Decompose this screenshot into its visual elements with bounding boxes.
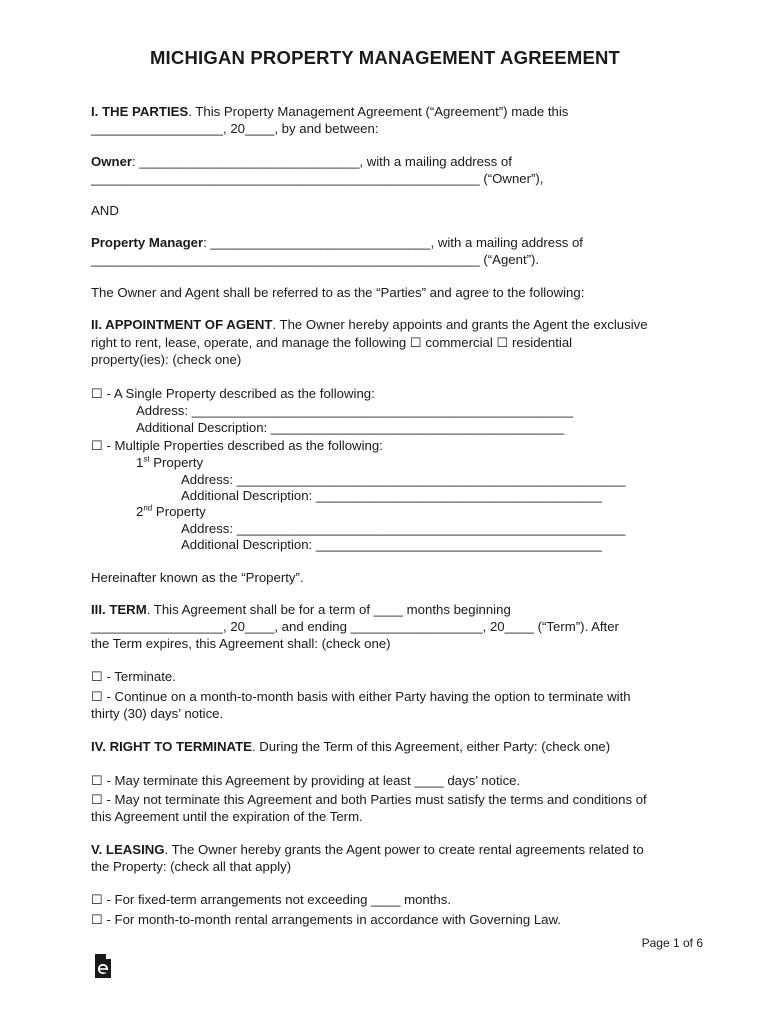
manager-label: Property Manager [91,235,204,250]
term-option-continue [91,688,631,705]
eforms-logo-icon [93,954,113,978]
fixed-term-checkbox[interactable]: ☐ [91,892,103,907]
leasing-heading: V. LEASING [91,842,165,857]
single-property-checkbox[interactable]: ☐ [91,386,103,401]
multiple-properties-checkbox[interactable]: ☐ [91,438,103,453]
parties-text: . This Property Management Agreement (“Agreement”) made this [188,104,569,119]
residential-checkbox[interactable]: ☐ [496,335,509,350]
term-line-3: the Term expires, this Agreement shall: (check one) [91,636,391,651]
second-property-number: 2 [136,504,144,519]
page-number: Page 1 of 6 [641,936,703,950]
appointment-line-2 [91,334,572,351]
manager-line-1 [91,234,583,251]
first-description-field[interactable]: Additional Description: _______________________________________ [181,488,602,503]
second-property-word: Property [152,504,206,519]
may-not-terminate-label: - May not terminate this Agreement and both Parties must satisfy the terms and conditions of [102,792,647,807]
parties-line-1 [91,103,568,120]
document-title: MICHIGAN PROPERTY MANAGEMENT AGREEMENT [149,47,621,68]
terminate-option-may-not-2: this Agreement until the expiration of the Term. [91,809,363,824]
owner-text: : ______________________________, with a mailing address of [132,154,512,169]
term-line-2: __________________, 20____, and ending __________________, 20____ (“Term”). After [91,619,619,634]
term-option-continue-2: thirty (30) days’ notice. [91,706,224,721]
first-property-heading [136,454,203,471]
first-address-field[interactable]: Address: _____________________________________________________ [181,472,626,487]
leasing-line-2: the Property: (check all that apply) [91,859,292,874]
owner-label: Owner [91,154,133,169]
leasing-line-1 [91,841,644,858]
term-heading: III. TERM [91,602,147,617]
commercial-label: commercial [421,335,497,350]
second-property-suffix: nd [143,503,153,513]
parties-line-2: __________________, 20____, by and between: [91,121,379,136]
second-address-field[interactable]: Address: _____________________________________________________ [181,521,626,536]
terminate-option-may [91,772,520,789]
residential-label: residential [508,335,573,350]
may-terminate-checkbox[interactable]: ☐ [91,773,103,788]
second-description-field[interactable]: Additional Description: _______________________________________ [181,537,602,552]
term-continue-checkbox[interactable]: ☐ [91,689,103,704]
month-to-month-checkbox[interactable]: ☐ [91,912,103,927]
and-text: AND [91,203,119,218]
term-text: . This Agreement shall be for a term of ____ months beginning [146,602,511,617]
single-address-field[interactable]: Address: ____________________________________________________ [136,403,574,418]
fixed-term-label: - For fixed-term arrangements not exceeding ____ months. [102,892,452,907]
terminate-line-1 [91,738,610,755]
first-property-number: 1 [136,455,144,470]
owner-line-1 [91,153,512,170]
second-property-heading [136,503,206,520]
term-line-1 [91,601,511,618]
owner-line-2: _____________________________________________________ (“Owner”), [91,171,544,186]
may-terminate-label: - May terminate this Agreement by providing at least ____ days’ notice. [102,773,521,788]
first-property-word: Property [149,455,204,470]
single-property-option [91,385,375,402]
leasing-text: . The Owner hereby grants the Agent power to create rental agreements related to [164,842,644,857]
multiple-properties-option [91,437,383,454]
term-option-terminate [91,668,176,685]
terminate-text: . During the Term of this Agreement, either Party: (check one) [251,739,611,754]
term-terminate-checkbox[interactable]: ☐ [91,669,103,684]
month-to-month-label: - For month-to-month rental arrangements in accordance with Governing Law. [102,912,561,927]
appointment-line-1 [91,316,648,333]
may-not-terminate-checkbox[interactable]: ☐ [91,792,103,807]
hereinafter-text: Hereinafter known as the “Property”. [91,570,304,585]
single-description-field[interactable]: Additional Description: ________________________________________ [136,420,565,435]
term-continue-label: - Continue on a month-to-month basis with either Party having the option to terminate with [102,689,631,704]
parties-reference: The Owner and Agent shall be referred to as the “Parties” and agree to the following: [91,285,585,300]
parties-heading: I. THE PARTIES [91,104,189,119]
term-terminate-label: - Terminate. [102,669,176,684]
single-property-label: - A Single Property described as the following: [102,386,375,401]
leasing-option-monthly [91,911,561,928]
terminate-option-may-not [91,791,647,808]
appointment-text-2: right to rent, lease, operate, and manage the following [91,335,410,350]
manager-line-2: _____________________________________________________ (“Agent”). [91,252,540,267]
appointment-text: . The Owner hereby appoints and grants the Agent the exclusive [272,317,648,332]
commercial-checkbox[interactable]: ☐ [409,335,422,350]
appointment-heading: II. APPOINTMENT OF AGENT [91,317,273,332]
leasing-option-fixed [91,891,451,908]
manager-text: : ______________________________, with a mailing address of [203,235,583,250]
first-property-suffix: st [143,454,150,464]
multiple-properties-label: - Multiple Properties described as the following: [102,438,383,453]
terminate-heading: IV. RIGHT TO TERMINATE [91,739,252,754]
appointment-line-3: property(ies): (check one) [91,352,242,367]
